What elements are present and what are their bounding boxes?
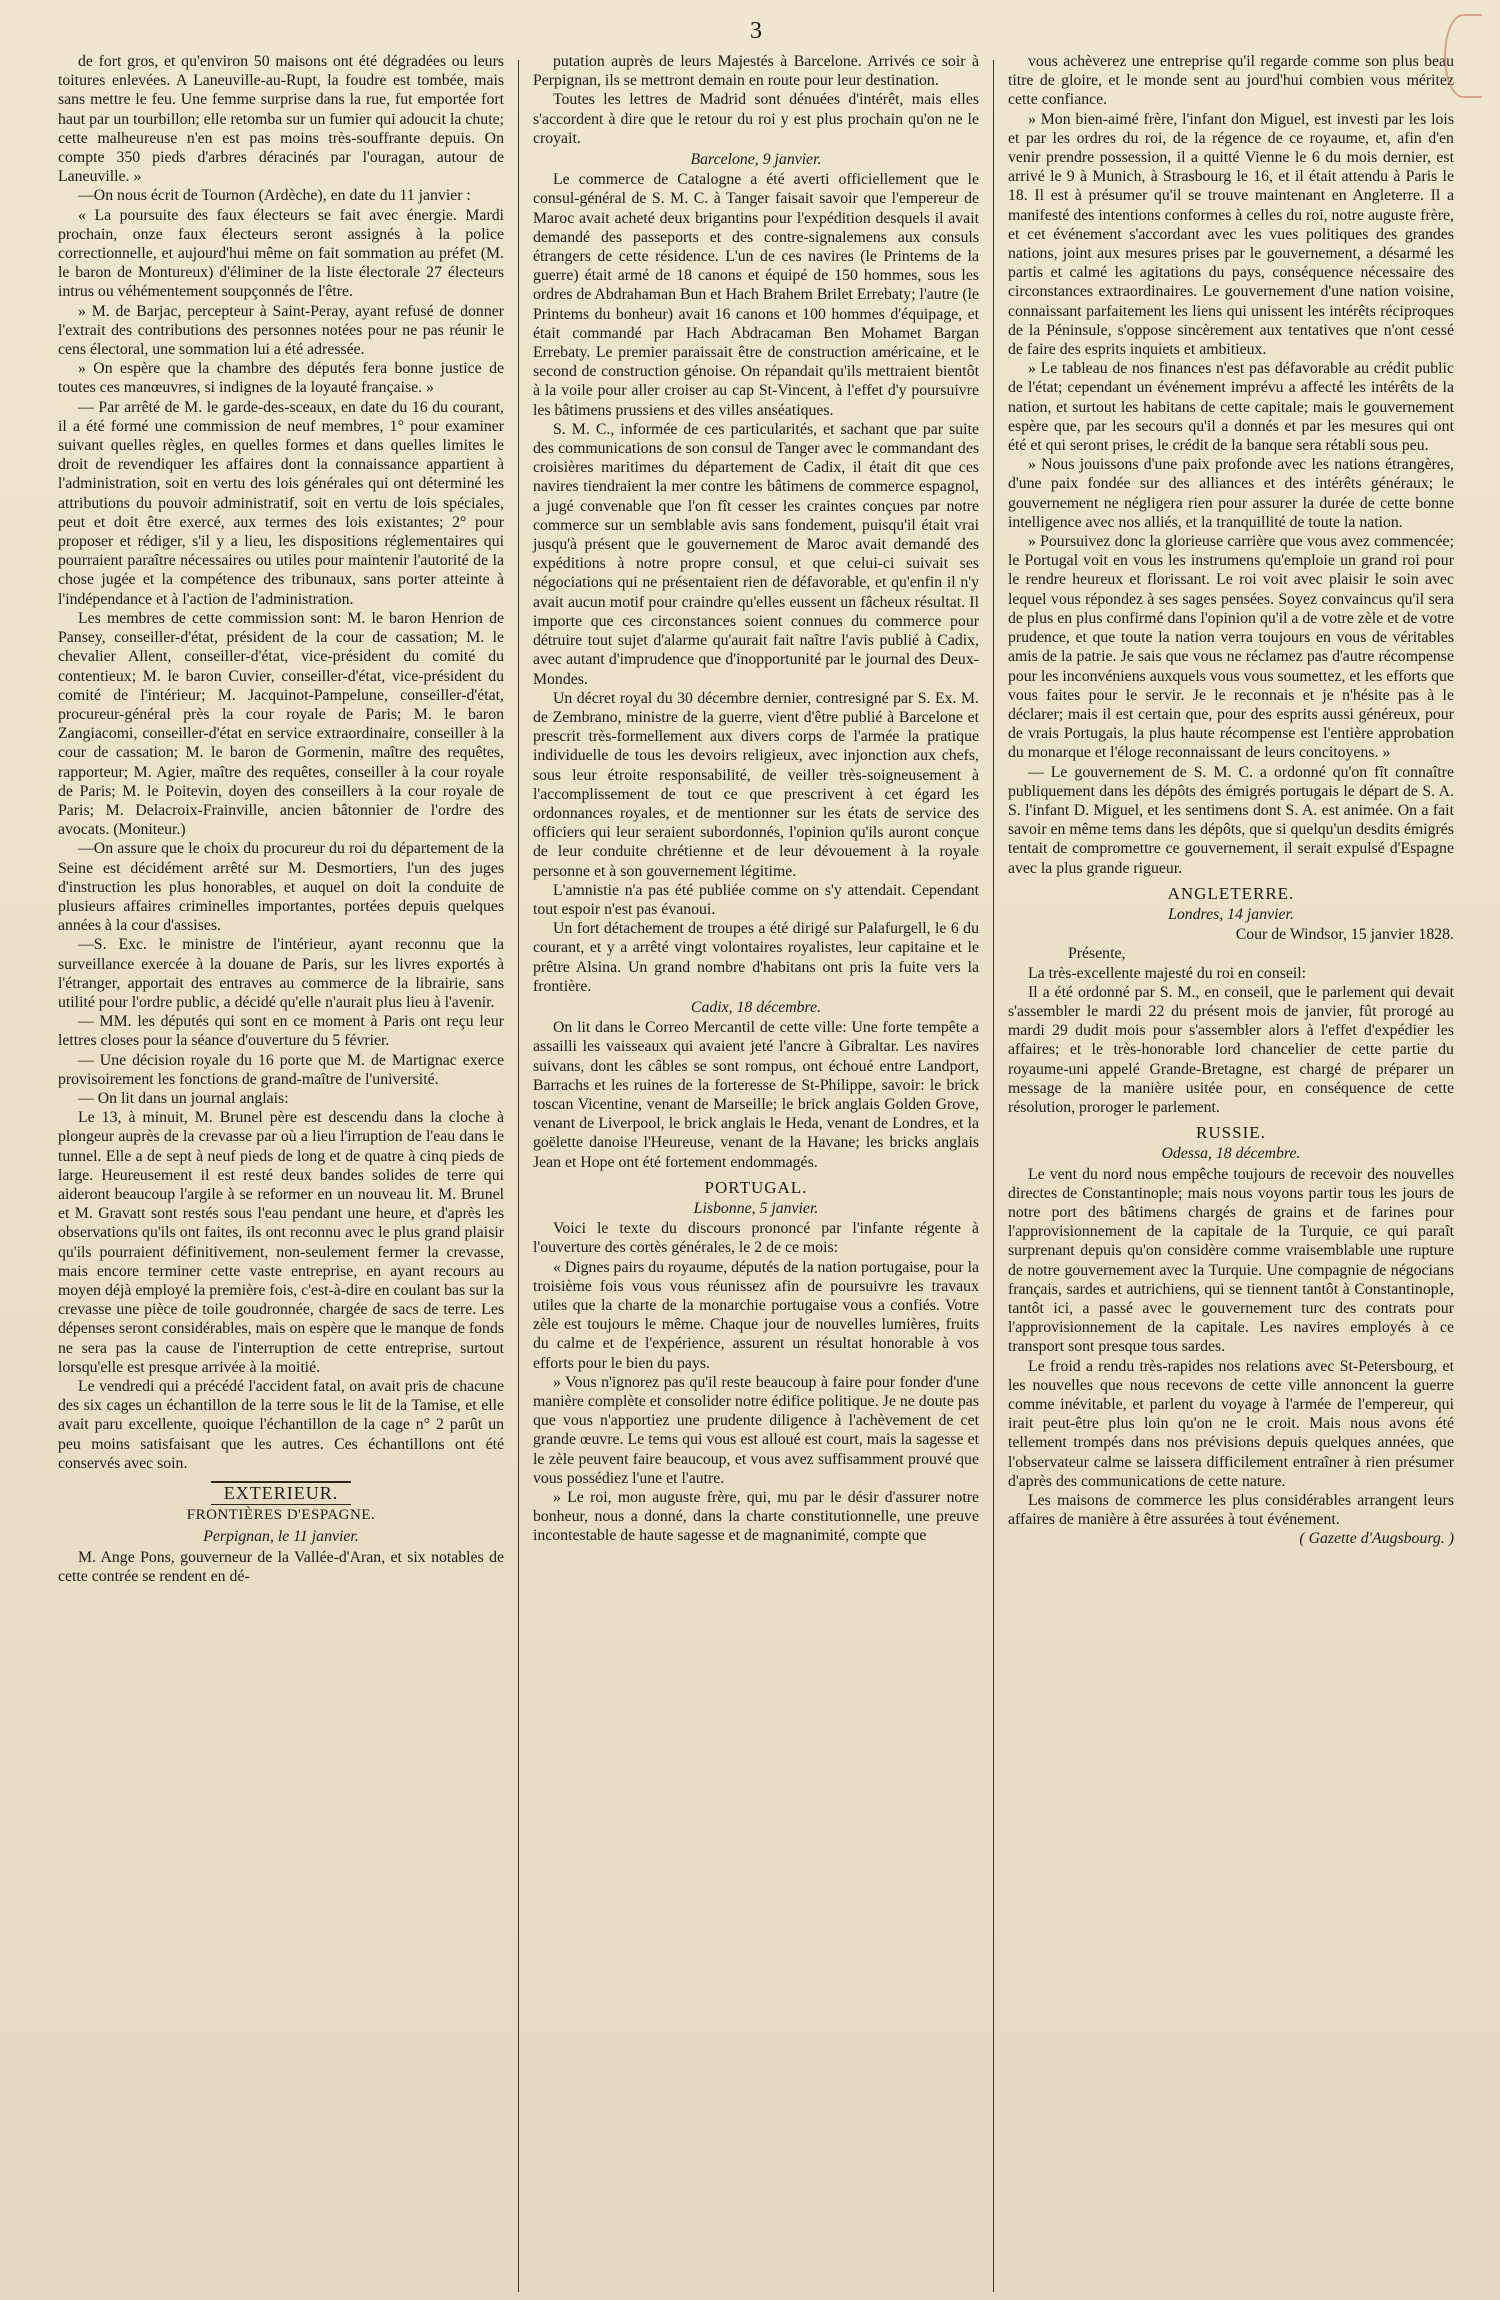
paragraph: S. M. C., informée de ces particularités, et sachant que par suite des communications de son consul de Tanger avec le commandant des croisières maritimes du département de Cadix, il était dit que ces navires tiendraient la mer contre les bâtimens de commerce espagnol, a jugé convenable que l'on fît cesser les craintes conçues par notre commerce sur un semblable avis sans fondement, puisqu'il était vrai jusqu'à présent que le gouvernement de Maroc avait demandé des expéditions à notre propre consul, et que celui-ci suivait ses négociations qui ne présentaient rien de défavorable, et qu'enfin il n'y avait aucun motif pour craindre qu'elles eussent un fâcheux résultat. Il importe que ces circonstances soient connues du commerce pour détruire tout sujet d'alarme qu'aurait fait naître l'avis publié à Cadix, avec autant d'imprudence que d'inopportunité par le journal des Deux-Mondes. [532,420,979,688]
paragraph: » M. de Barjac, percepteur à Saint-Peray, ayant refusé de donner l'extrait des contributions des personnes notées pour ne pas réunir le cens électoral, une sommation lui a été adressée. [58,302,504,359]
section-heading-russie: RUSSIE. [1196,1123,1266,1143]
paragraph: Le vendredi qui a précédé l'accident fatal, on avait pris de chacune des six cages un échantillon de la terre sous le lit de la Tamise, et elle avait paru excellente, quoique l'échantillon de la cage n° 2 parût un peu moins satisfaisant que les autres. Ces échantillons ont été conservés avec soin. [58,1378,504,1472]
library-stamp [1444,14,1482,98]
paragraph: » Poursuivez donc la glorieuse carrière que vous avez commencée; le Portugal voit en vous les instrumens qu'emploie un grand roi pour le rendre heureux et florissant. Le roi voit avec plaisir le soin avec lequel vous répondez à ses sages pensées. Soyez convaincus qu'il sera de plus en plus confirmé dans l'opinion qu'il a de votre zèle et de votre prudence, et que toute la nation verra toujours en vous de véritables amis de la patrie. Je sais que vous ne réclamez pas d'autre récompense pour les inconvéniens auxquels vous vous soumettez, et les efforts que vous faites pour le servir. Je le reconnais et je n'hésite pas à le déclarer; mais il est certain que, pour des esprits aussi généreux, pour de vrais Portugais, la plus haute récompense est l'entière approbation du monarque et l'éloge reconnaissant de leurs concitoyens. » [1007,533,1454,762]
paragraph: Toutes les lettres de Madrid sont dénuées d'intérêt, mais elles s'accordent à dire que le retour du roi y est plus prochain qu'on ne le croyait. [532,91,979,147]
paragraph: Il a été ordonné par S. M., en conseil, que le parlement qui devait s'assembler le mardi 22 du présent mois de janvier, fût prorogé au mardi 29 dudit mois pour s'assembler alors à l'effet d'expédier les affaires; et le très-honorable lord chancelier de cette partie du royaume-uni appelé Grande-Bretagne, est chargé de préparer un message de la manière usitée pour, en conséquence de cette résolution, proroger le parlement. [1007,983,1454,1116]
paragraph: » Le roi, mon auguste frère, qui, mu par le désir d'assurer notre bonheur, nous a donné, dans la charte constitutionnelle, une preuve incontestable de haute sagesse et de magnanimité, compte que [532,1489,979,1545]
paragraph: Les membres de cette commission sont: M. le baron Henrion de Pansey, conseiller-d'état, président de la cour de cassation; M. le chevalier Allent, conseiller-d'état, vice-président du comité du contentieux; M. le baron Cuvier, conseiller-d'état, vice-président du comité de l'intérieur; M. Jacquinot-Pampelune, conseiller-d'état, procureur-général près la cour royale de Paris; M. le baron Zangiacomi, conseiller-d'état en service extraordinaire, conseiller à la cour de cassation; M. le baron de Gormenin, maître des requêtes, rapporteur; M. Agier, maître des requêtes, conseiller à la cour royale de Paris; M. le Poitevin, doyen des conseillers à la cour royale de Paris; M. Delacroix-Frainville, ancien bâtonnier de l'ordre des avocats. (Moniteur.) [58,609,504,839]
paragraph: — MM. les députés qui sont en ce moment à Paris ont reçu leur lettres closes pour la séance d'ouverture du 5 février. [58,1013,504,1050]
section-subheading-frontieres: FRONTIÈRES D'ESPAGNE. [186,1507,376,1524]
court-line: Cour de Windsor, 15 janvier 1828. [1235,926,1454,944]
columns [48,52,1464,2292]
dateline-cadix: Cadix, 18 décembre. [690,998,822,1016]
paragraph: Voici le texte du discours prononcé par l'infante régente à l'ouverture des cortès générales, le 2 de ce mois: [532,1220,979,1257]
paragraph: Les maisons de commerce les plus considérables arrangent leurs affaires de manière à être assurées à tout événement. [1007,1492,1454,1529]
paragraph: On lit dans le Correo Mercantil de cette ville: Une forte tempête a assailli les vaisseaux qui avaient jeté l'ancre à Gibraltar. Les navires suivans, dont les câbles se sont rompus, ont échoué entre Landport, Barrachs et les ruines de la forteresse de St-Philippe, savoir: le brick toscan Vicentine, venant de Marseille; le brick anglais Golden Grove, venant de Liverpool, le brick anglais le Heda, venant de Londres, et la goëlette danoise l'Heureuse, venant de la Havane; les bricks anglais Jean et Hope ont été fortement endommagés. [532,1019,979,1171]
dateline-lisbonne: Lisbonne, 5 janvier. [693,1199,819,1217]
paragraph: » Nous jouissons d'une paix profonde avec les nations étrangères, d'une paix fondée sur des alliances et des intérêts généraux; le gouvernement ne négligera rien pour assurer la durée de cette bonne intelligence avec nos alliés, et la tranquillité de toute la nation. [1007,456,1454,531]
dateline-londres: Londres, 14 janvier. [1168,905,1294,923]
paragraph: Un fort détachement de troupes a été dirigé sur Palafurgell, le 6 du courant, et y a arrêté vingt volontaires royalistes, leur capitaine et le prêtre Alsina. Un grand nombre d'habitans ont pris la fuite vers la frontière. [532,920,979,995]
column-1 [48,52,514,2292]
dateline-perpignan: Perpignan, le 11 janvier. [203,1528,359,1546]
paragraph: — On lit dans un journal anglais: [78,1089,289,1107]
column-3 [998,52,1464,2292]
paragraph: « Dignes pairs du royaume, députés de la nation portugaise, pour la troisième fois vous vous réunissez afin de poursuivre les travaux utiles que la charte de la monarchie portugaise vous a confiés. Votre zèle est toujours le même. Chaque jour de nouvelles lumières, fruits du calme et de l'expérience, assurent un résultat honorable à vos efforts pour le bien du pays. [532,1258,979,1372]
paragraph: de fort gros, et qu'environ 50 maisons ont été dégradées ou leurs toitures enlevées. A Laneuville-au-Rupt, la foudre est tombée, mais sans mettre le feu. Une femme surprise dans la rue, fut emportée fort haut par un tourbillon; elle retomba sur un fumier qui adoucit la chute; cette malheureuse n'en est pas moins très-souffrante depuis. On compte 350 pieds d'arbres déracinés par l'ouragan, autour de Laneuville. » [58,53,504,186]
paragraph: » On espère que la chambre des députés fera bonne justice de toutes ces manœuvres, si indignes de la loyauté française. » [58,360,504,397]
column-rule [993,60,994,2292]
paragraph: Le vent du nord nous empêche toujours de recevoir des nouvelles directes de Constantinople; mais nous voyons partir tous les jours de notre port des bâtimens chargés de grains et de farines pour l'approvisionnement de la capitale de la Turquie, ce qui paraît surprenant depuis qu'on considère comme vraisemblable une rupture de notre gouvernement avec la Turquie. Une compagnie de négocians français, sardes et autrichiens, qui se tiennent tantôt à Constantinople, tantôt ici, a passé avec le gouvernement turc des contrats pour l'approvisionnement de la capitale. Les navires employés à ce transport sont presque tous sardes. [1007,1165,1454,1356]
paragraph: » Vous n'ignorez pas qu'il reste beaucoup à faire pour fonder d'une manière complète et consolider notre édifice politique. Je ne doute pas que vous n'apportiez une prudente diligence à l'achèvement de cet grande œuvre. Le tems qui vous est alloué est court, mais la sagesse et le zèle peuvent faire beaucoup, et vous avez suffisamment prouvé que vous possédiez l'une et l'autre. [532,1373,979,1487]
section-heading-exterieur: EXTERIEUR. [211,1481,351,1505]
paragraph: Le 13, à minuit, M. Brunel père est descendu dans la cloche à plongeur auprès de la crevasse par où a lieu l'irruption de l'eau dans le tunnel. Elle a de sept à neuf pieds de long et de quatre à cinq pieds de large. Heureusement il est resté deux bandes solides de terre qui aideront beaucoup l'argile à se reformer en un nouveau lit. M. Brunel et M. Gravatt sont restés sous l'eau pendant une heure, et d'après les observations qu'ils ont faites, ils ont reconnu avec le plus grand plaisir qu'ils pourraient définitivement, non-seulement fermer la crevasse, mais encore terminer cette vaste entreprise, en ayant recours au moyen déjà employé la première fois, c'est-à-dire en coulant bas sur la crevasse une pièce de toile goudronnée, chargée de sacs de terre. Les dépenses seront considérables, mais on espère que le manque de fonds ne sera pas la cause de l'interruption de cette entreprise, surtout lorsqu'elle est presque arrivée à la moitié. [58,1109,504,1376]
section-heading-angleterre: ANGLETERRE. [1167,883,1295,903]
page-number: 3 [750,18,762,44]
paragraph: Le commerce de Catalogne a été averti officiellement que le consul-général de S. M. C. à Tanger faisait savoir que l'empereur de Maroc avait acheté deux brigantins pour l'expédition desquels il avait demandé des passeports et des contre-signalemens aux consuls étrangers de cette résidence. L'un de ces navires (le Printems de la guerre) était armé de 18 canons et équipé de 150 hommes, sous les ordres de Abdrahaman Bun et Hach Brahem Brilet Errebaty; l'autre (le Printems du bonheur) avait 16 canons et 100 hommes d'équipage, et était commandé par Hach Abdracaman Ben Mohamet Bargan Errebaty. Le premier paraissait être de construction américaine, et le second de construction génoise. On répandait qu'ils mettraient bientôt à la voile pour aller croiser au cap St-Vincent, à l'effet d'y poursuivre les bâtimens prussiens et des villes anséatiques. [532,171,979,419]
paragraph: « La poursuite des faux électeurs se fait avec énergie. Mardi prochain, onze faux électeurs seront assignés à la police correctionnelle, et aujourd'hui même on fait sommation au préfet (M. le baron de Montureux) d'éliminer de la liste électorale 27 électeurs intrus ou véhémentement soupçonnés de l'être. [58,206,504,301]
dateline-odessa: Odessa, 18 décembre. [1161,1145,1301,1163]
paragraph: —On nous écrit de Tournon (Ardèche), en date du 11 janvier : [78,187,471,205]
paragraph: — Le gouvernement de S. M. C. a ordonné qu'on fît connaître publiquement dans les dépôts des émigrés portugais le départ de S. A. S. l'infant D. Miguel, et les sentimens dont S. A. est animée. On a fait savoir en même tems dans les dépôts, que si quelqu'un desdits émigrés tentait de compromettre ce gouvernement, il serait expulsé d'Espagne avec la plus grande rigueur. [1007,763,1454,877]
section-heading-portugal: PORTUGAL. [704,1177,808,1197]
present-line: Présente, [1067,945,1126,963]
paragraph: Un décret royal du 30 décembre dernier, contresigné par S. Ex. M. de Zembrano, ministre de la guerre, vient d'être publié à Barcelone et prescrit très-formellement aux divers corps de l'armée la pratique individuelle de tous les devoirs religieux, avec injonction aux chefs, sous leur étroite responsabilité, de veiller très-soigneusement à l'accomplissement de tout ce que prescrivent à cet égard les ordonnances royales, et de mentionner sur les états de service des officiers qui leur seraient subordonnés, l'opinion qu'ils auront conçue de leur conduite chrétienne et de leur dévouement à la royale personne et à son gouvernement légitime. [532,689,979,880]
paragraph: — Par arrêté de M. le garde-des-sceaux, en date du 16 du courant, il a été formé une commission de neuf membres, 1° pour examiner suivant quelles règles, en quelles formes et dans quelles limites le droit de revendiquer les affaires dont la connaissance appartient à l'administration, soit en vertu des lois générales qui ont déterminé les attributions du pouvoir administratif, soit en vertu de lois spéciales, peut et doit être exercé, aux termes des lois existantes; 2° pour proposer et rédiger, s'il y a lieu, les dispositions réglementaires qui pourraient paraître nécessaires ou utiles pour maintenir l'autorité de la chose jugée et la compétence des tribunaux, sans porter atteinte à l'indépendance et à l'action de l'administration. [58,398,504,608]
paragraph: » Le tableau de nos finances n'est pas défavorable au crédit public de l'état; cependant un événement imprévu a affecté les intérêts de la nation, et surtout les habitans de cette capitale; mais le gouvernement espère que, par les secours qu'il a donnés et par les mesures qui ont été et qui seront prises, le crédit de la banque sera rétabli sous peu. [1007,360,1454,455]
paragraph: » Mon bien-aimé frère, l'infant don Miguel, est investi par les lois et par les ordres du roi, de la régence de ce royaume, et, afin d'en venir prendre possession, il a quitté Vienne le 6 du mois dernier, est arrivé le 9 à Munich, à Strasbourg le 16, et il était attendu à Paris le 18. Il est à présumer qu'il se trouve maintenant en Angleterre. Il a manifesté des intentions conformes à celles du roi, notre auguste frère, et cet événement s'accordant avec les vues politiques des grandes nations, joint aux mesures prises par le gouvernement, a désarmé les partis et calmé les agitations du pays, conséquence nécessaire des circonstances extraordinaires. Le gouvernement d'une nation voisine, connaissant parfaitement les liens qui unissent les intérêts réciproques de la Péninsule, s'oppose sincèrement aux tentatives que n'ont cessé de faire des esprits inquiets et ambitieux. [1007,110,1454,359]
paragraph: —On assure que le choix du procureur du roi du département de la Seine est décidément arrêté sur M. Desmortiers, l'un des juges d'instruction les plus honorables, et auquel on doit la conduite de plusieurs affaires criminelles importantes, portées depuis quelques années à la cour d'assises. [58,840,504,935]
paragraph: — Une décision royale du 16 porte que M. de Martignac exerce provisoirement les fonctions de grand-maître de l'université. [58,1051,504,1088]
paragraph: M. Ange Pons, gouverneur de la Vallée-d'Aran, et six notables de cette contrée se rendent en dé- [58,1548,504,1585]
paragraph: putation auprès de leurs Majestés à Barcelone. Arrivés ce soir à Perpignan, ils se mettront demain en route pour leur destination. [532,53,979,90]
paragraph: L'amnistie n'a pas été publiée comme on s'y attendait. Cependant tout espoir n'est pas évanoui. [532,881,979,918]
column-2 [523,52,989,2292]
source-credit: ( Gazette d'Augsbourg. ) [1299,1530,1454,1548]
paragraph: vous achèverez une entreprise qu'il regarde comme son plus beau titre de gloire, et le monde sent au jourd'hui combien vous méritez cette confiance. [1007,53,1454,109]
dateline-barcelone: Barcelone, 9 janvier. [690,151,822,169]
paragraph: —S. Exc. le ministre de l'intérieur, ayant reconnu que la surveillance exercée à la douane de Paris, sur les livres exportés à l'étranger, apportait des entraves au commerce de la librairie, sans utilité pour l'ordre public, a décidé qu'elle n'aurait plus lieu à l'avenir. [58,936,504,1011]
paragraph: La très-excellente majesté du roi en conseil: [1027,964,1307,982]
paragraph: Le froid a rendu très-rapides nos relations avec St-Petersbourg, et les nouvelles que nous recevons de cette ville annoncent la guerre comme inévitable, et parlent du voyage à l'armée de l'empereur, qui irait peut-être plus loin qu'on ne le croit. Mais nous avons été tellement trompés dans nos prévisions depuis quelques années, que l'observateur calme se laissera difficilement entraîner à rien présumer d'après des communications de cette nature. [1007,1357,1454,1490]
column-rule [518,60,519,2292]
